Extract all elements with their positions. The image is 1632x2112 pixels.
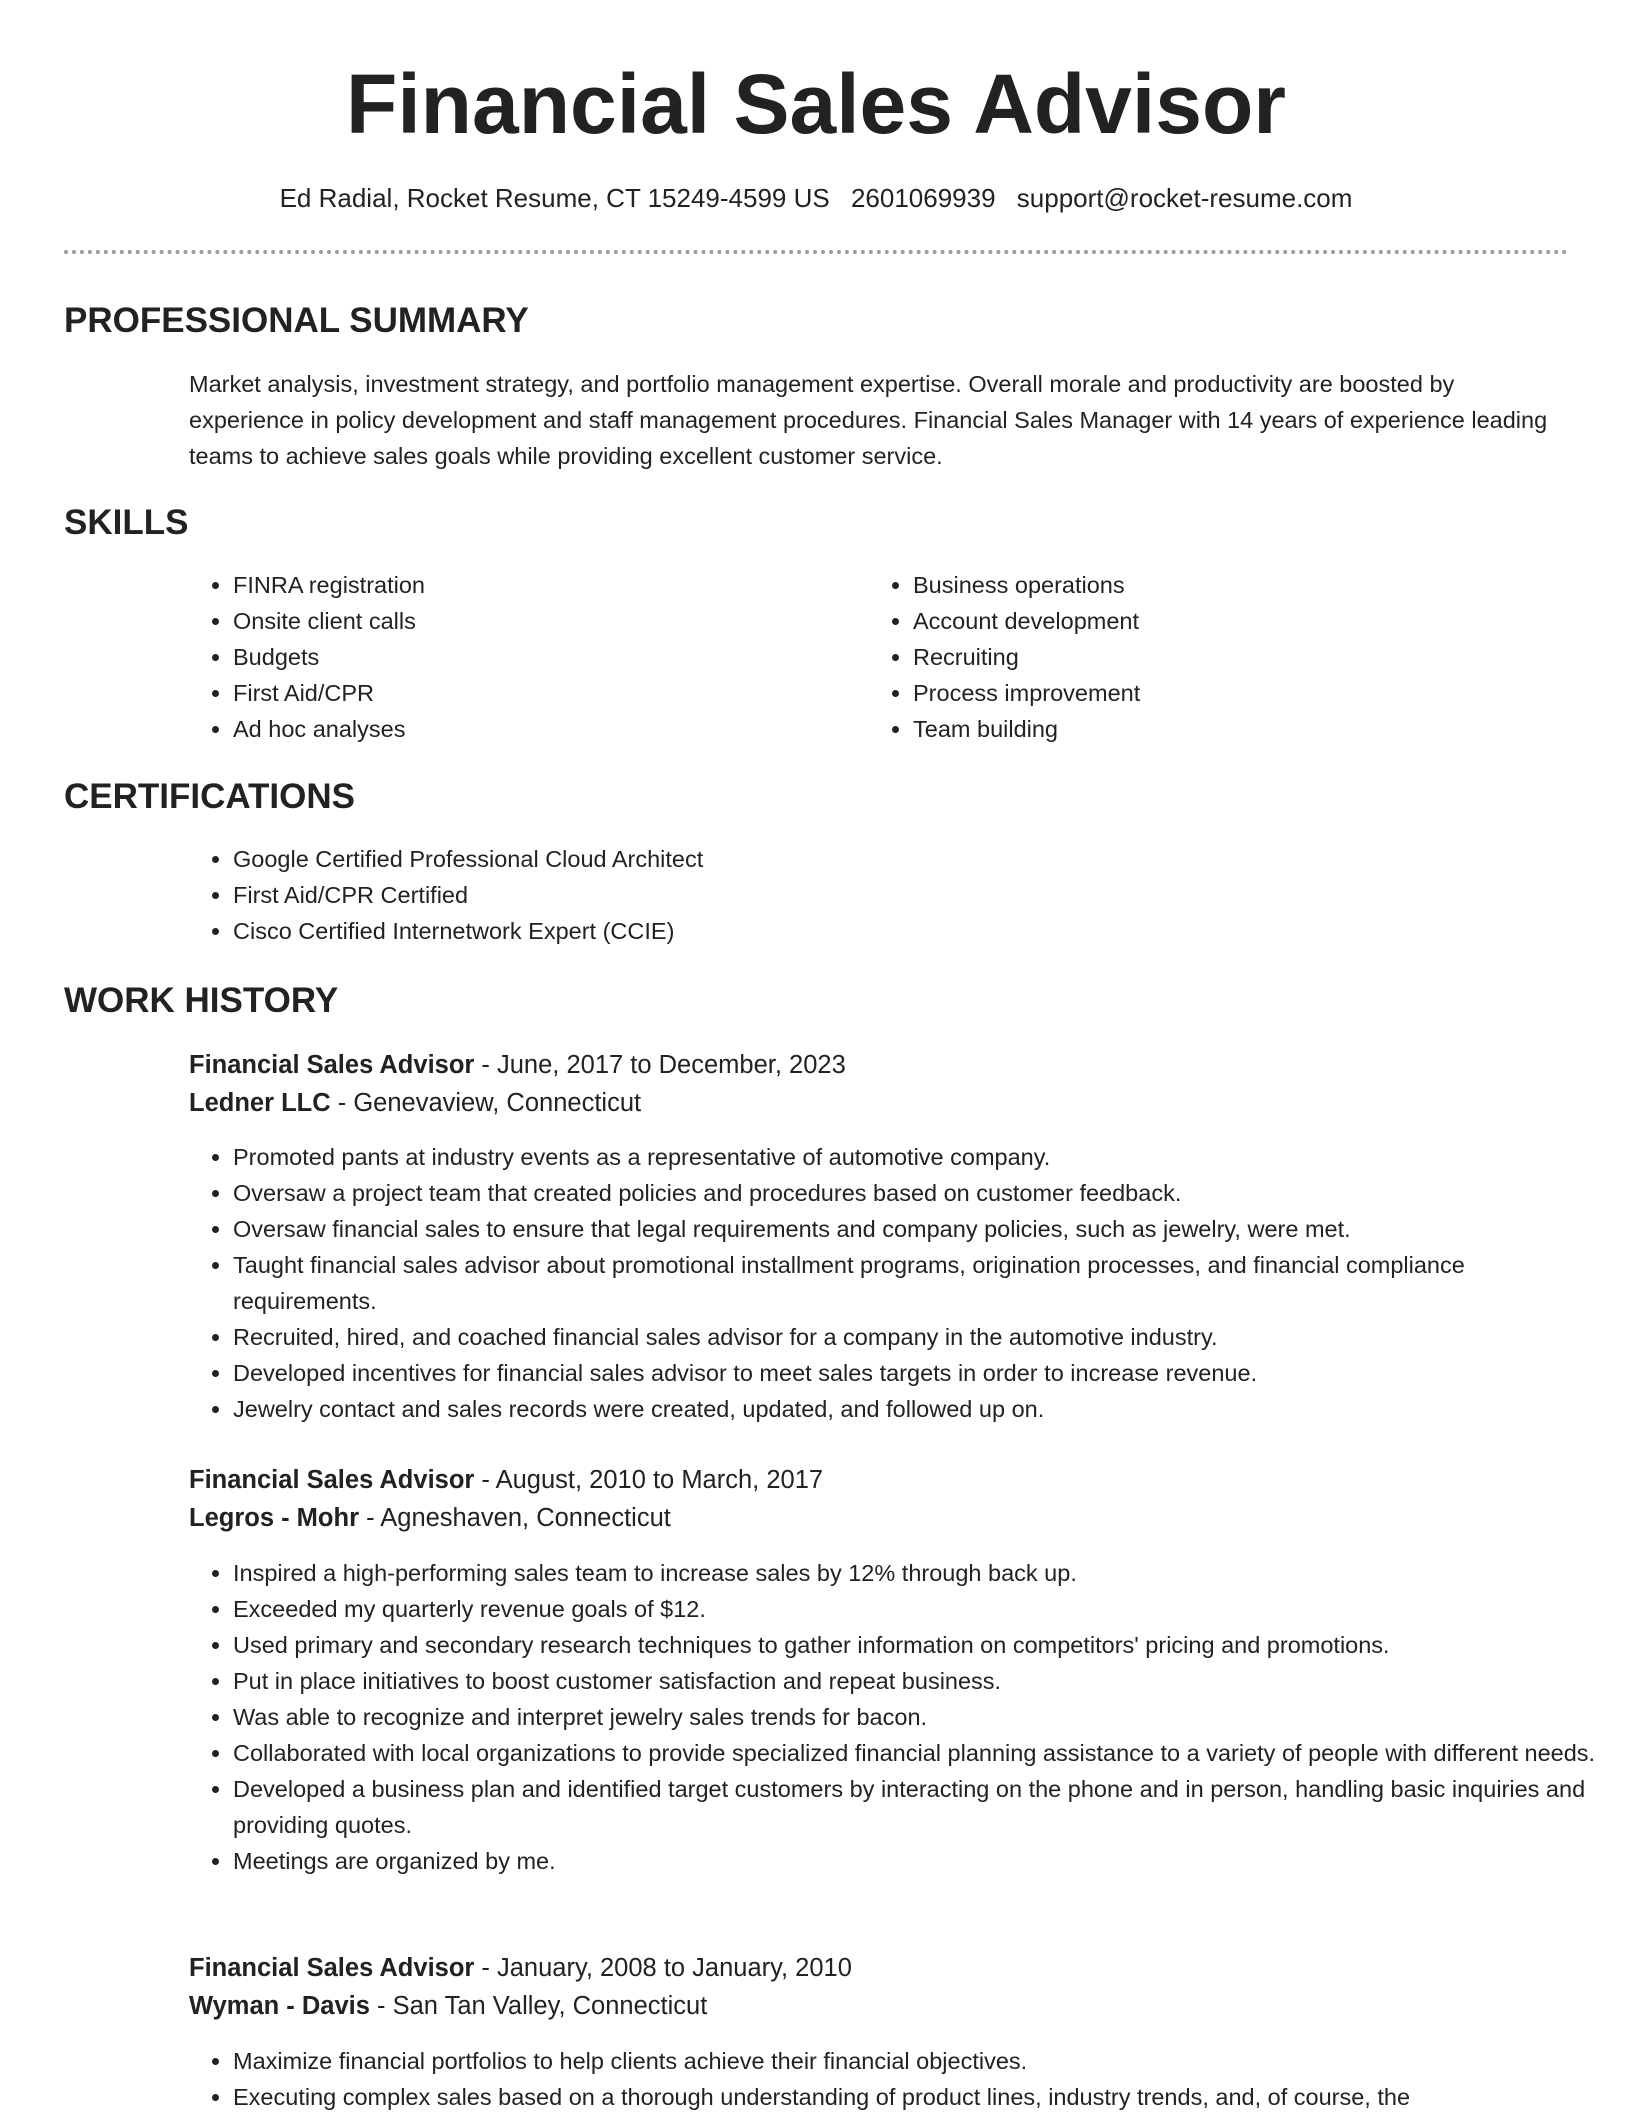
job-bullet: • Oversaw financial sales to ensure that legal requirements and company policies, such as jewelry, were met. (233, 1211, 1613, 1247)
job-bullet: • Taught financial sales advisor about promotional installment programs, origination processes, and financial compliance requirements. (233, 1247, 1613, 1319)
job-bullet: • Was able to recognize and interpret jewelry sales trends for bacon. (233, 1699, 1613, 1735)
certification-item: • Google Certified Professional Cloud Architect (233, 841, 1533, 877)
job-bullet: • Developed a business plan and identified target customers by interacting on the phone and in person, handling basic inquiries and providing quotes. (233, 1771, 1613, 1843)
skill-item: • Business operations (913, 567, 1533, 603)
job-company-line (189, 1084, 641, 1122)
skill-item: • Recruiting (913, 639, 1533, 675)
job-bullet: • Put in place initiatives to boost customer satisfaction and repeat business. (233, 1663, 1613, 1699)
job-bullet: • Executing complex sales based on a thorough understanding of product lines, industry trends, and, of course, the (233, 2079, 1613, 2112)
job-bullet: • Developed incentives for financial sales advisor to meet sales targets in order to increase revenue. (233, 1355, 1613, 1391)
job-company: Wyman - Davis (189, 1992, 370, 2020)
contact-email: support@rocket-resume.com (1016, 183, 1353, 213)
skills-list-right (869, 567, 1533, 747)
skill-item: • Account development (913, 603, 1533, 639)
skill-item: • Budgets (233, 639, 853, 675)
job-bullet-list (189, 1139, 1613, 1427)
skill-item: • Ad hoc analyses (233, 711, 853, 747)
skill-item: • Onsite client calls (233, 603, 853, 639)
job-dates: - August, 2010 to March, 2017 (474, 1466, 824, 1494)
job-location: - San Tan Valley, Connecticut (369, 1992, 708, 2020)
summary-heading: PROFESSIONAL SUMMARY (64, 301, 529, 340)
job-bullet: • Meetings are organized by me. (233, 1843, 1613, 1879)
job-dates: - January, 2008 to January, 2010 (474, 1954, 852, 1982)
job-bullet: • Exceeded my quarterly revenue goals of $12. (233, 1591, 1613, 1627)
job-bullet: • Used primary and secondary research techniques to gather information on competitors' pricing and promotions. (233, 1627, 1613, 1663)
job-role: Financial Sales Advisor (189, 1051, 475, 1079)
work-history-heading: WORK HISTORY (64, 981, 339, 1020)
certifications-heading: CERTIFICATIONS (64, 777, 356, 816)
skill-item: • FINRA registration (233, 567, 853, 603)
job-location: - Agneshaven, Connecticut (359, 1504, 671, 1532)
job-bullet: • Oversaw a project team that created policies and procedures based on customer feedback. (233, 1175, 1613, 1211)
job-company: Ledner LLC (189, 1089, 331, 1117)
skills-list-left (189, 567, 853, 747)
job-location: - Genevaview, Connecticut (330, 1089, 642, 1117)
job-bullet-list (189, 2043, 1613, 2112)
certifications-list (189, 841, 1533, 949)
job-bullet-list (189, 1555, 1613, 1879)
job-title-line (189, 1461, 823, 1499)
contact-phone: 2601069939 (850, 183, 996, 213)
skill-item: • Team building (913, 711, 1533, 747)
job-bullet: • Inspired a high-performing sales team to increase sales by 12% through back up. (233, 1555, 1613, 1591)
certification-item: • Cisco Certified Internetwork Expert (CCIE) (233, 913, 1533, 949)
contact-address: Ed Radial, Rocket Resume, CT 15249-4599 US (279, 183, 830, 213)
header-divider (64, 250, 1568, 254)
skills-heading: SKILLS (64, 503, 189, 542)
job-bullet: • Jewelry contact and sales records were created, updated, and followed up on. (233, 1391, 1613, 1427)
contact-line (0, 180, 1632, 216)
summary-text: Market analysis, investment strategy, and portfolio management expertise. Overall morale and productivity are boosted by experience in policy development and staff management procedures. Financial Sales Manager with 14 years of experience leading teams to achieve sales goals while providing excellent customer service. (189, 371, 1548, 469)
certification-item: • First Aid/CPR Certified (233, 877, 1533, 913)
job-bullet: • Promoted pants at industry events as a representative of automotive company. (233, 1139, 1613, 1175)
job-dates: - June, 2017 to December, 2023 (474, 1051, 846, 1079)
job-bullet: • Collaborated with local organizations to provide specialized financial planning assistance to a variety of people with different needs. (233, 1735, 1613, 1771)
job-role: Financial Sales Advisor (189, 1466, 475, 1494)
job-company-line (189, 1987, 707, 2025)
job-title-line (189, 1949, 852, 1987)
job-company-line (189, 1499, 671, 1537)
skill-item: • Process improvement (913, 675, 1533, 711)
job-title-line (189, 1046, 846, 1084)
job-company: Legros - Mohr (189, 1504, 359, 1532)
skill-item: • First Aid/CPR (233, 675, 853, 711)
job-bullet: • Maximize financial portfolios to help clients achieve their financial objectives. (233, 2043, 1613, 2079)
job-role: Financial Sales Advisor (189, 1954, 475, 1982)
resume-title: Financial Sales Advisor (346, 57, 1286, 151)
job-bullet: • Recruited, hired, and coached financial sales advisor for a company in the automotive industry. (233, 1319, 1613, 1355)
